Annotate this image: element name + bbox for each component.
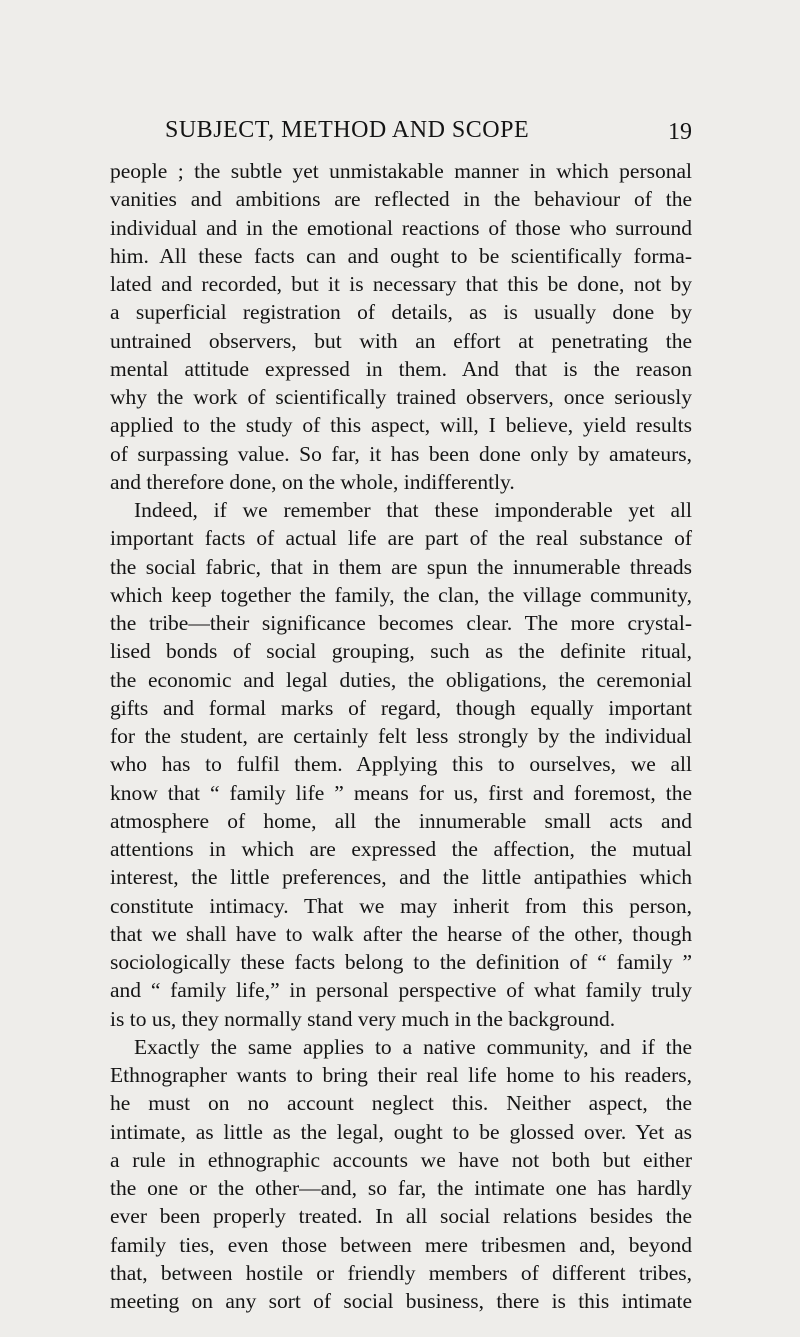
text-line: individual and in the emotional reactions of those who surround <box>110 215 692 240</box>
text-line: know that “ family life ” means for us, first and foremost, the <box>110 780 692 805</box>
text-line: ever been properly treated. In all social relations besides the <box>110 1204 692 1229</box>
text-line: vanities and ambitions are reflected in the behaviour of the <box>110 187 692 212</box>
text-line: that we shall have to walk after the hearse of the other, though <box>110 921 692 946</box>
paragraph-start-line: Indeed, if we remember that these imponderable yet all <box>134 498 692 522</box>
text-line: which keep together the family, the clan, the village community, <box>110 582 692 607</box>
text-line: untrained observers, but with an effort at penetrating the <box>110 328 692 353</box>
text-line: for the student, are certainly felt less strongly by the individual <box>110 724 692 748</box>
text-line: a superficial registration of details, as is usually done by <box>110 300 692 325</box>
text-line: he must on no account neglect this. Neither aspect, the <box>110 1091 692 1116</box>
text-line: the economic and legal duties, the obligations, the ceremonial <box>110 667 692 692</box>
text-line: meeting on any sort of social business, there is this intimate <box>110 1289 692 1313</box>
text-line: sociologically these facts belong to the definition of “ family ” <box>110 950 692 974</box>
body-text <box>110 157 692 1315</box>
text-line: gifts and formal marks of regard, though equally important <box>110 695 692 720</box>
text-line: why the work of scientifically trained observers, once seriously <box>110 385 692 409</box>
text-line: family ties, even those between mere tribesmen and, beyond <box>110 1232 692 1257</box>
text-line: and therefore done, on the whole, indifferently. <box>110 469 515 494</box>
text-line: intimate, as little as the legal, ought to be glossed over. Yet as <box>110 1119 692 1144</box>
text-line: people ; the subtle yet unmistakable manner in which personal <box>110 159 692 183</box>
running-head <box>110 117 692 147</box>
page-number: 19 <box>668 119 692 145</box>
text-line: a rule in ethnographic accounts we have not both but either <box>110 1147 692 1172</box>
text-line: atmosphere of home, all the innumerable small acts and <box>110 808 692 833</box>
text-line: lated and recorded, but it is necessary that this be done, not by <box>110 272 692 296</box>
text-line: applied to the study of this aspect, will, I believe, yield results <box>110 413 692 438</box>
text-line: who has to fulfil them. Applying this to ourselves, we all <box>110 752 692 777</box>
text-line: the one or the other—and, so far, the intimate one has hardly <box>110 1176 692 1200</box>
text-line: Ethnographer wants to bring their real life home to his readers, <box>110 1063 692 1087</box>
text-line: that, between hostile or friendly members of different tribes, <box>110 1260 692 1285</box>
text-line: the tribe—their significance becomes clear. The more crystal- <box>110 611 692 635</box>
text-line: and “ family life,” in personal perspective of what family truly <box>110 978 692 1003</box>
running-title: SUBJECT, METHOD AND SCOPE <box>165 117 530 143</box>
text-line: is to us, they normally stand very much in the background. <box>110 1006 616 1031</box>
text-line: lised bonds of social grouping, such as the definite ritual, <box>110 639 692 664</box>
text-line: him. All these facts can and ought to be scientifically forma- <box>110 243 692 268</box>
text-line: important facts of actual life are part of the real substance of <box>110 526 692 551</box>
text-line: attentions in which are expressed the affection, the mutual <box>110 837 692 861</box>
text-line: constitute intimacy. That we may inherit from this person, <box>110 893 692 918</box>
text-line: the social fabric, that in them are spun the innumerable threads <box>110 554 692 579</box>
paragraph-start-line: Exactly the same applies to a native community, and if the <box>134 1034 692 1059</box>
text-line: mental attitude expressed in them. And that is the reason <box>110 356 692 381</box>
text-line: interest, the little preferences, and the little antipathies which <box>110 865 692 890</box>
text-line: of surpassing value. So far, it has been done only by amateurs, <box>110 441 692 466</box>
